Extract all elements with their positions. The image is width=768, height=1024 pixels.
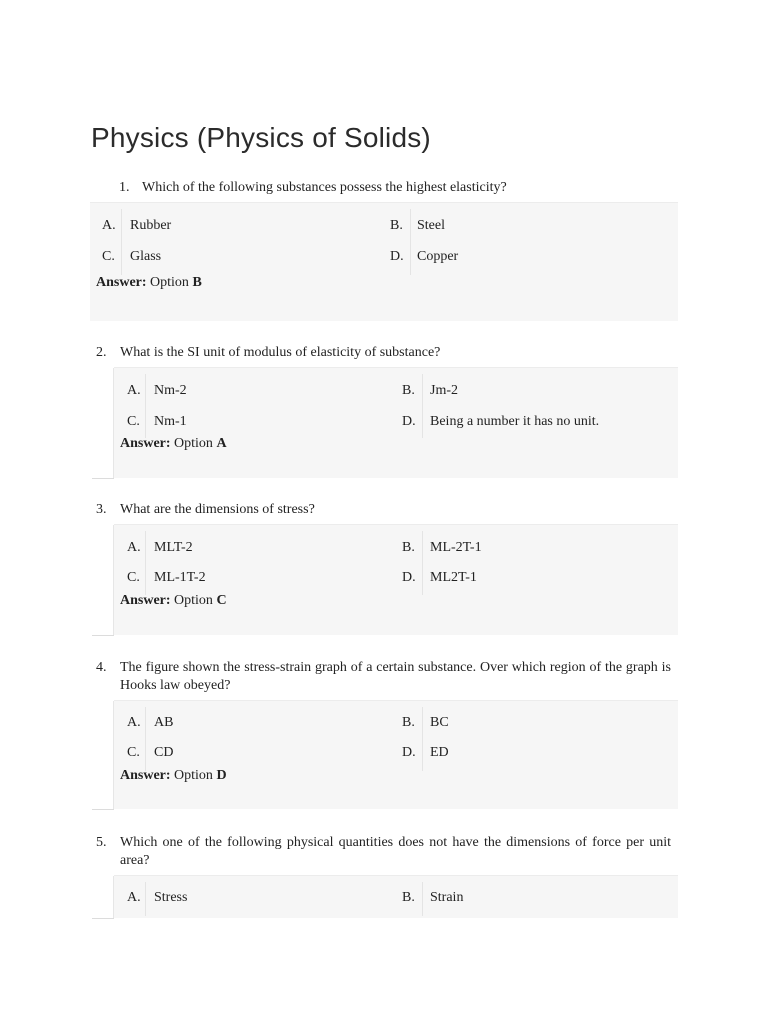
option-a-text: MLT-2 [154,540,193,555]
column-divider [422,374,423,438]
option-a-text: AB [154,715,174,730]
question-number: 3. [96,502,107,517]
column-divider [422,531,423,595]
option-word: Option [150,275,189,290]
option-letter: B. [402,890,415,905]
option-a [127,714,141,732]
option-b-text: Strain [430,890,464,905]
option-letter: A. [127,890,141,905]
option-b-text: Jm-2 [430,383,458,398]
option-letter: C. [102,249,115,264]
option-c-text: Glass [130,249,162,264]
column-divider [145,882,146,916]
option-a [127,539,141,557]
answer-label: Answer: [120,768,171,783]
option-d-text: Copper [417,249,459,264]
option-word: Option [174,436,213,451]
option-d [402,569,416,587]
options-box-1 [90,202,678,321]
option-d [390,248,404,266]
question-number: 5. [96,835,107,850]
option-c [102,248,115,266]
option-b [402,382,415,400]
column-divider [145,374,146,438]
rule-tick [92,918,114,919]
question-2 [96,344,676,362]
option-b [402,889,415,907]
option-letter: B. [402,715,415,730]
option-a-text: Nm-2 [154,383,187,398]
answer-line [96,275,202,291]
column-divider [145,531,146,595]
options-box-5 [114,875,678,918]
option-word: Option [174,593,213,608]
option-d [402,413,416,431]
option-c [127,744,140,762]
option-d [402,744,416,762]
answer-value: D [216,768,227,783]
option-b-text: Steel [417,218,445,233]
option-c-text: Nm-1 [154,414,187,429]
question-text: Which of the following substances possess the highest elasticity? [142,180,507,195]
column-divider [121,209,122,275]
option-b-text: BC [430,715,449,730]
question-1 [119,179,679,197]
question-text: The figure shown the stress-strain graph of a certain substance. Over which region of the graph is Hooks law obeyed? [120,660,671,693]
column-divider [145,707,146,771]
option-letter: D. [402,570,416,585]
option-word: Option [174,768,213,783]
option-b [402,539,415,557]
option-letter: A. [127,383,141,398]
rule-tick [92,478,114,479]
option-letter: B. [390,218,403,233]
answer-label: Answer: [96,275,147,290]
option-a [102,217,116,235]
option-c-text: ML-1T-2 [154,570,206,585]
answer-label: Answer: [120,593,171,608]
column-divider [422,882,423,916]
option-letter: B. [402,540,415,555]
answer-line [120,593,227,609]
answer-line [120,768,227,784]
options-box-4 [114,700,678,809]
column-divider [410,209,411,275]
answer-label: Answer: [120,436,171,451]
option-c [127,569,140,587]
option-a [127,382,141,400]
question-5 [96,834,676,870]
answer-value: A [216,436,227,451]
answer-value: B [192,275,202,290]
option-b [402,714,415,732]
rule-tick [92,809,114,810]
option-letter: C. [127,570,140,585]
option-letter: A. [102,218,116,233]
option-d-text: Being a number it has no unit. [430,414,600,429]
option-d-text: ED [430,745,449,760]
option-a-text: Stress [154,890,188,905]
option-a [127,889,141,907]
question-3 [96,501,676,519]
question-4 [96,659,676,695]
option-letter: A. [127,715,141,730]
option-d-text: ML2T-1 [430,570,477,585]
options-box-3 [114,524,678,635]
question-text: What are the dimensions of stress? [120,502,315,517]
option-letter: C. [127,414,140,429]
option-letter: C. [127,745,140,760]
question-text: Which one of the following physical quantities does not have the dimensions of force per unit area? [120,835,671,868]
question-number: 2. [96,345,107,360]
page-title: Physics (Physics of Solids) [91,122,431,153]
option-letter: D. [390,249,404,264]
question-number: 1. [119,180,130,195]
question-number: 4. [96,660,107,675]
rule-tick [92,635,114,636]
option-c [127,413,140,431]
option-b-text: ML-2T-1 [430,540,482,555]
option-b [390,217,403,235]
option-letter: B. [402,383,415,398]
answer-value: C [216,593,227,608]
options-box-2 [114,367,678,478]
column-divider [422,707,423,771]
option-c-text: CD [154,745,174,760]
question-text: What is the SI unit of modulus of elasticity of substance? [120,345,441,360]
option-a-text: Rubber [130,218,172,233]
answer-line [120,436,227,452]
option-letter: D. [402,745,416,760]
option-letter: A. [127,540,141,555]
option-letter: D. [402,414,416,429]
